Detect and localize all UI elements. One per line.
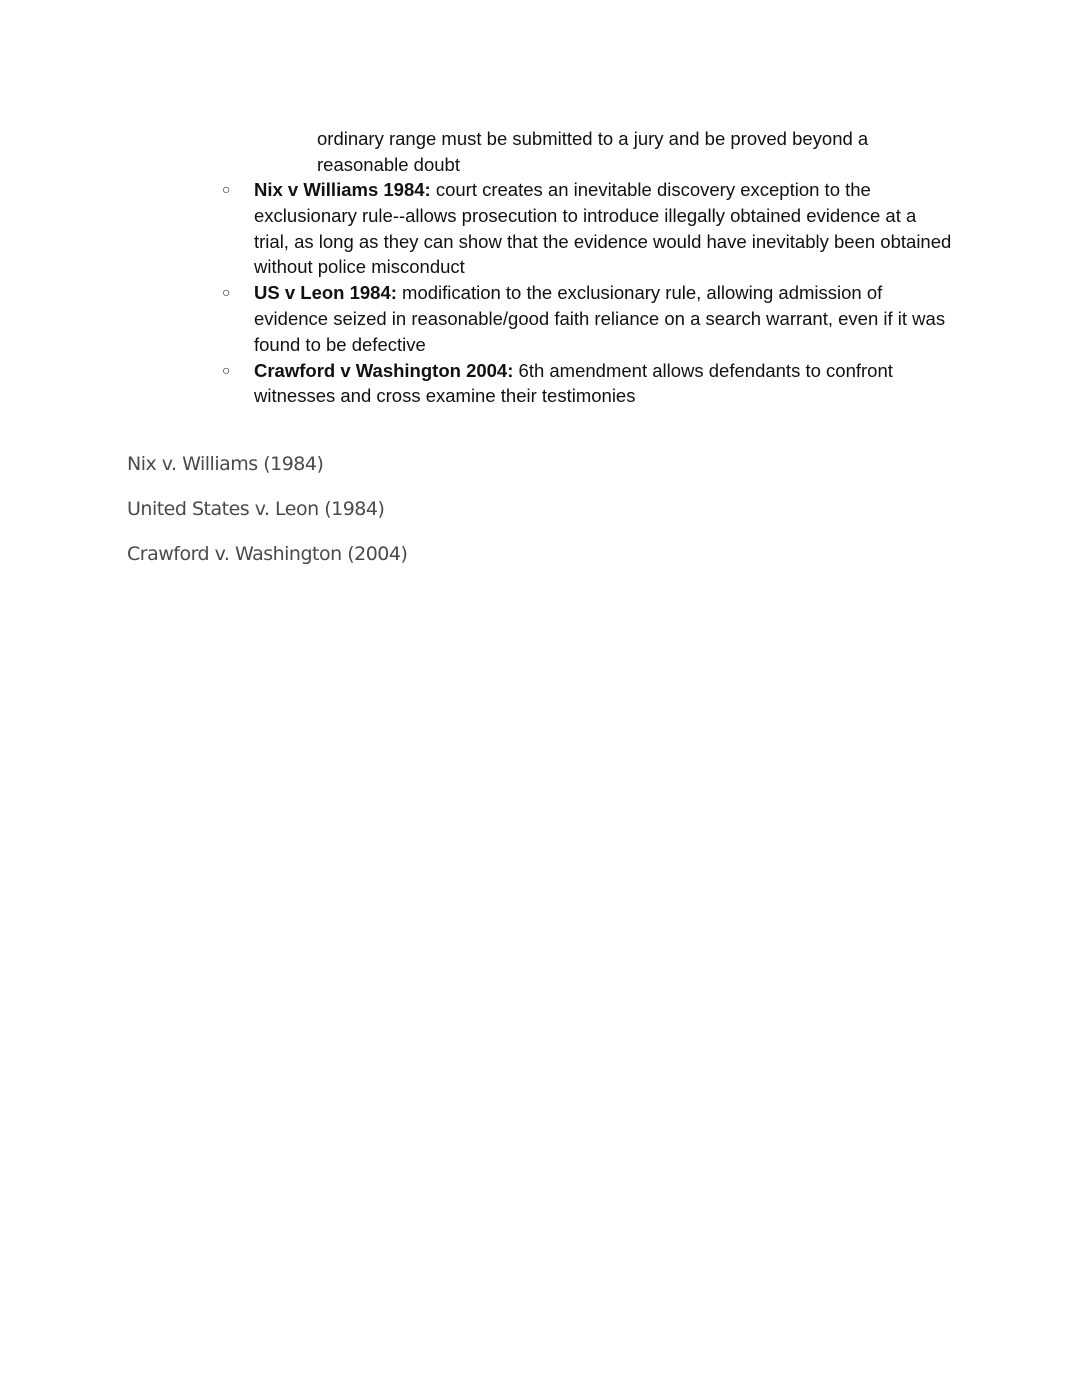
hollow-circle-bullet-icon: ○ bbox=[222, 181, 231, 197]
case-bullet-list bbox=[0, 177, 1080, 409]
list-item bbox=[0, 280, 954, 357]
hollow-circle-bullet-icon: ○ bbox=[222, 284, 231, 301]
continued-bullet-text: ordinary range must be submitted to a jury and be proved beyond a reasonable doubt bbox=[317, 128, 869, 175]
reference-line: Nix v. Williams (1984) bbox=[127, 453, 324, 475]
case-name: Nix v Williams 1984: bbox=[254, 179, 431, 200]
reference-line: Crawford v. Washington (2004) bbox=[127, 543, 408, 565]
reference-line: United States v. Leon (1984) bbox=[127, 498, 385, 520]
case-description: court creates an inevitable discovery exception to the exclusionary rule--allows prosecution to introduce illegally obtained evidence at a trial, as long as they can show that the evidence would have inevitably been obtained without police misconduct bbox=[254, 179, 952, 278]
hollow-circle-bullet-icon: ○ bbox=[222, 361, 231, 378]
case-references bbox=[127, 450, 407, 585]
list-item bbox=[0, 358, 954, 410]
case-name: Crawford v Washington 2004: bbox=[254, 359, 514, 381]
list-item bbox=[0, 177, 954, 280]
case-description: modification to the exclusionary rule, allowing admission of evidence seized in reasonable/good faith reliance on a search warrant, even if it was found to be defective bbox=[254, 282, 946, 355]
case-description: 6th amendment allows defendants to confront witnesses and cross examine their testimonies bbox=[254, 359, 893, 407]
case-name: US v Leon 1984: bbox=[254, 282, 397, 304]
